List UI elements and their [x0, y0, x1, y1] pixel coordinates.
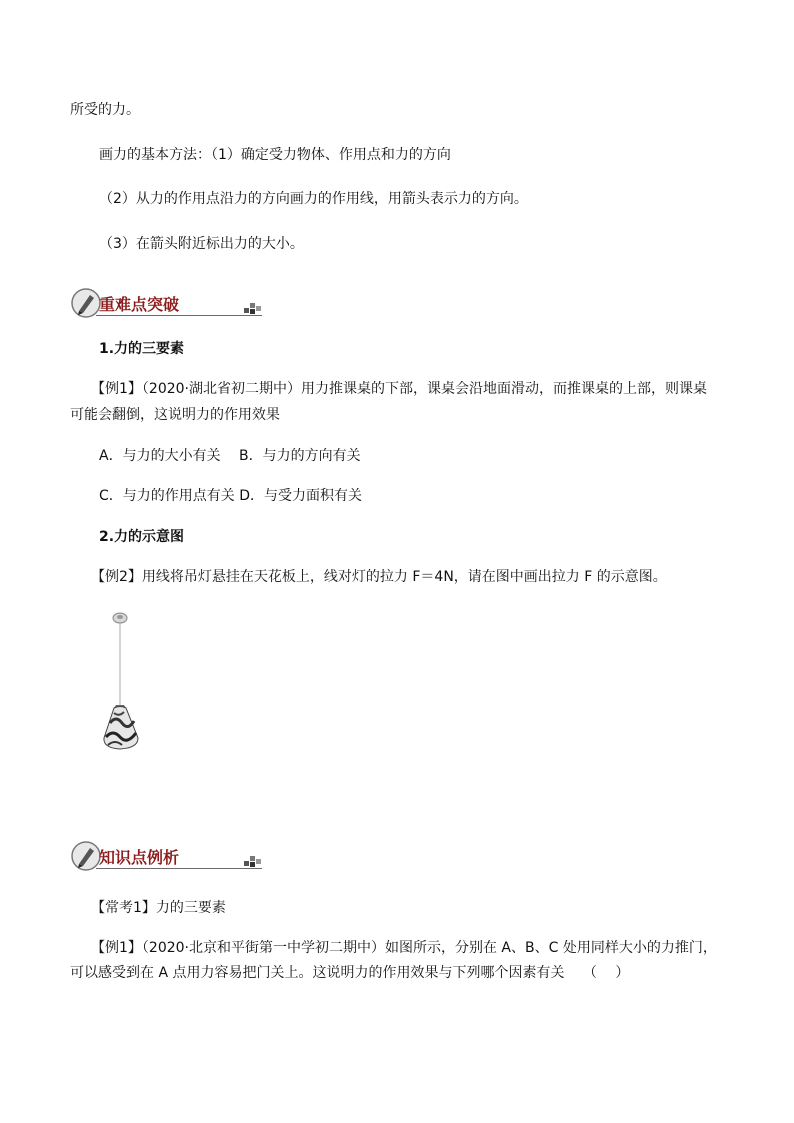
example-1b-line-2: 可以感受到在 A 点用力容易把门关上。这说明力的作用效果与下列哪个因素有关 （ ）: [70, 965, 630, 981]
paragraph-step-2: （2）从力的作用点沿力的方向画力的作用线，用箭头表示力的方向。: [99, 191, 528, 207]
section-header-knowledge-examples: [70, 840, 200, 874]
options-a-b: A．与力的大小有关 B．与力的方向有关: [99, 448, 361, 464]
section-header-key-points: [70, 287, 200, 321]
paragraph-step-3: （3）在箭头附近标出力的大小。: [99, 236, 304, 252]
paragraph-method: 画力的基本方法：（1）确定受力物体、作用点和力的方向: [99, 147, 451, 163]
heading-force-diagram: 2.力的示意图: [99, 529, 185, 545]
options-c-d: C．与力的作用点有关 D．与受力面积有关: [99, 488, 363, 504]
section-title: 重难点突破: [99, 295, 180, 314]
example-1b-line-1: 【例1】（2020·北京和平街第一中学初二期中）如图所示，分别在 A、B、C 处用同样大小的力推门，: [91, 940, 717, 956]
example-1-line-1: 【例1】（2020·湖北省初二期中）用力推课桌的下部，课桌会沿地面滑动，而推课桌的上部，则课桌: [91, 381, 707, 397]
common-question-1: 【常考1】力的三要素: [91, 900, 226, 916]
example-1-line-2: 可能会翻倒，这说明力的作用效果: [70, 407, 280, 423]
paragraph-continuation: 所受的力。: [70, 102, 140, 118]
decorative-squares-icon: [244, 854, 262, 868]
hanging-lamp-image: [100, 605, 150, 755]
decorative-squares-icon: [244, 301, 262, 315]
section-rule: [96, 315, 262, 316]
section-rule: [96, 868, 262, 869]
heading-three-elements: 1.力的三要素: [99, 341, 185, 357]
section-title: 知识点例析: [99, 848, 180, 867]
example-2-line: 【例2】用线将吊灯悬挂在天花板上，线对灯的拉力 F＝4N，请在图中画出拉力 F 的示意图。: [91, 569, 667, 585]
